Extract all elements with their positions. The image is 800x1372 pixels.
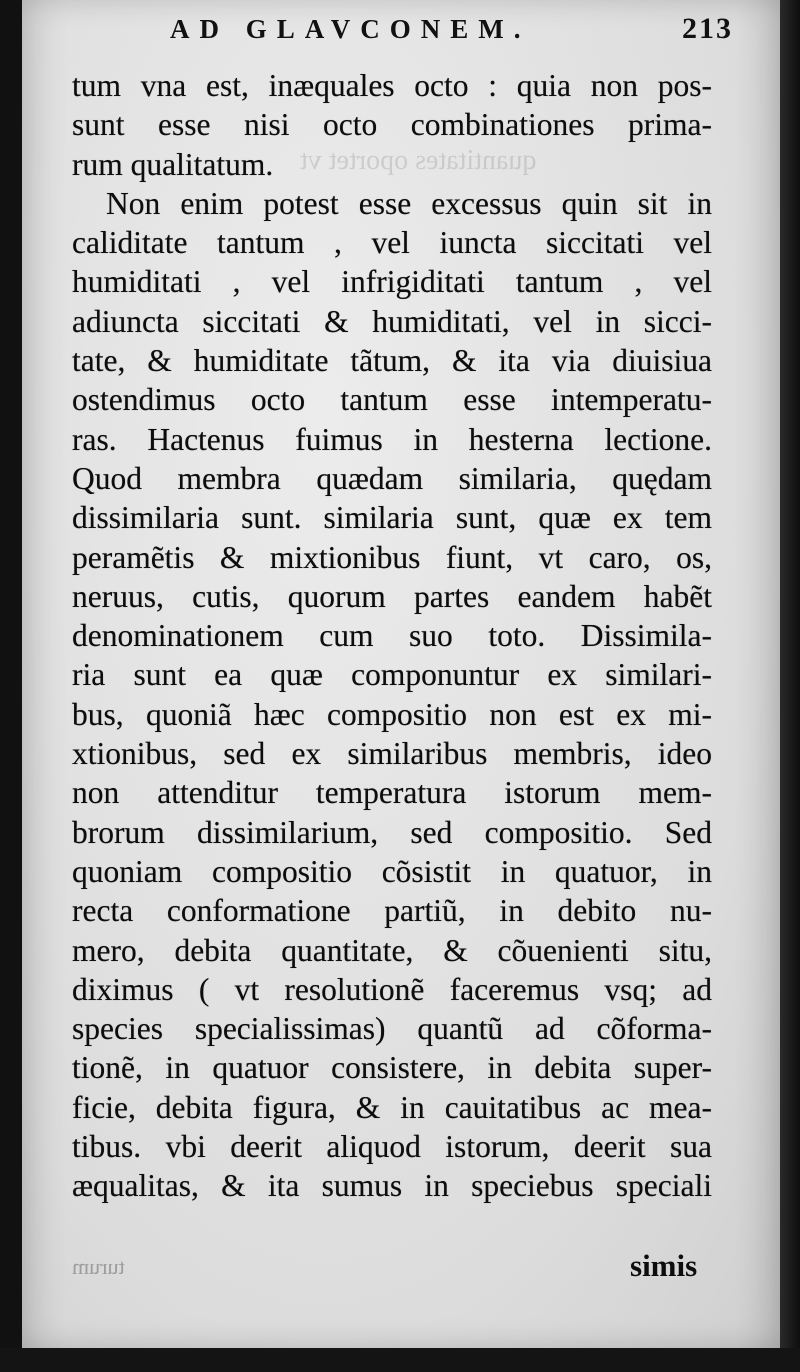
text-line: adiuncta siccitati & humiditati, vel in sicci- bbox=[72, 303, 712, 339]
text-line: neruus, cutis, quorum partes eandem habẽt bbox=[72, 578, 712, 614]
binding-shadow-right bbox=[780, 0, 800, 1372]
catchword: simis bbox=[630, 1248, 698, 1283]
page-number: 213 bbox=[682, 12, 733, 45]
scan-edge-bottom bbox=[0, 1348, 800, 1372]
text-line: tum vna est, inæquales octo : quia non pos- bbox=[72, 68, 712, 103]
text-line: peramẽtis & mixtionibus fiunt, vt caro, os, bbox=[72, 539, 712, 575]
text-line: ras. Hactenus fuimus in hesterna lectione. bbox=[72, 421, 712, 457]
text-line: humiditati , vel infrigiditati tantum , vel bbox=[72, 264, 712, 300]
text-line: dissimilaria sunt. similaria sunt, quæ ex tem bbox=[72, 500, 712, 536]
text-line: rum qualitatum. bbox=[72, 146, 274, 182]
text-line: tibus. vbi deerit aliquod istorum, deerit sua bbox=[72, 1129, 712, 1165]
text-line: ficie, debita figura, & in cauitatibus ac mea- bbox=[72, 1089, 712, 1125]
text-line: Non enim potest esse excessus quin sit in bbox=[106, 185, 712, 221]
text-line: mero, debita quantitate, & cõuenienti situ, bbox=[72, 932, 712, 968]
text-line: tionẽ, in quatuor consistere, in debita super- bbox=[72, 1050, 712, 1086]
text-line: species specialissimas) quantũ ad cõforma- bbox=[72, 1011, 712, 1047]
text-line: sunt esse nisi octo combinationes prima- bbox=[72, 107, 712, 143]
text-line: ria sunt ea quæ componuntur ex similari- bbox=[72, 657, 712, 693]
text-line: Quod membra quædam similaria, quędam bbox=[72, 460, 712, 496]
text-line: denominationem cum suo toto. Dissimila- bbox=[72, 618, 712, 654]
text-line: tate, & humiditate tãtum, & ita via diuisiua bbox=[72, 343, 712, 379]
text-line: diximus ( vt resolutionẽ faceremus vsq; ad bbox=[72, 971, 712, 1007]
text-line: recta conformatione partiũ, in debito nu- bbox=[72, 893, 712, 929]
text-line: xtionibus, sed ex similaribus membris, ideo bbox=[72, 736, 712, 772]
running-head bbox=[22, 10, 780, 58]
text-line: ostendimus octo tantum esse intemperatu- bbox=[72, 382, 712, 418]
running-head-title: AD GLAVCONEM. bbox=[170, 14, 531, 44]
text-line: bus, quoniã hæc compositio non est ex mi- bbox=[72, 696, 712, 732]
text-line: caliditate tantum , vel iuncta siccitati vel bbox=[72, 225, 712, 261]
text-line: æqualitas, & ita sumus in speciebus speciali bbox=[72, 1168, 712, 1204]
text-line: quoniam compositio cõsistit in quatuor, in bbox=[72, 853, 712, 889]
text-line: brorum dissimilarium, sed compositio. Sed bbox=[72, 814, 712, 850]
text-line: non attenditur temperatura istorum mem- bbox=[72, 775, 712, 811]
show-through-text: quantitates oportet vt bbox=[300, 145, 537, 176]
body-text bbox=[72, 66, 712, 1206]
show-through-text-bottom: turum bbox=[72, 1254, 125, 1279]
